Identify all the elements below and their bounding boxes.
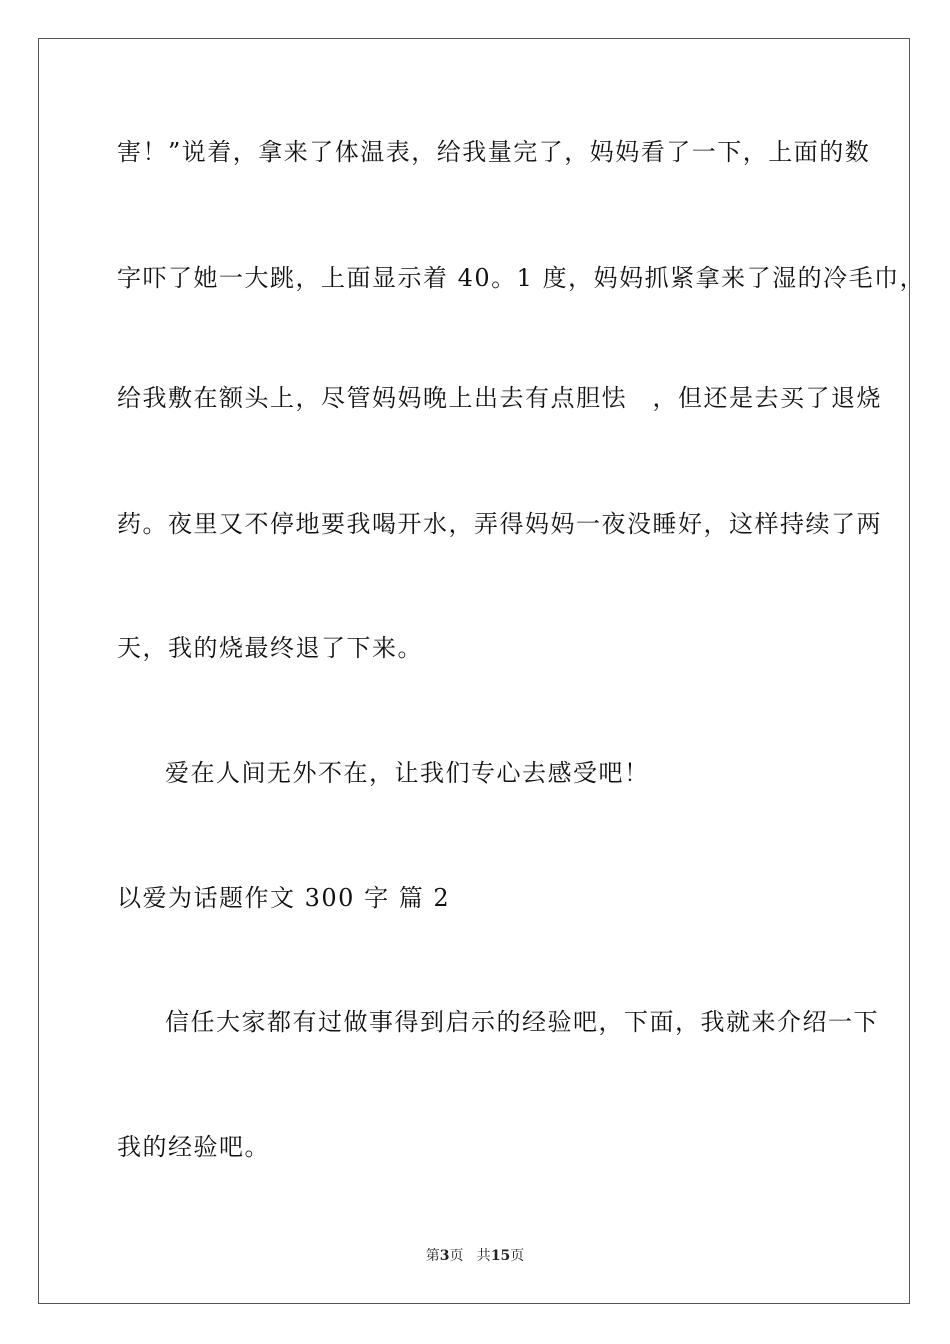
paragraph-line: 爱在人间无外不在，让我们专心去感受吧！: [165, 759, 650, 787]
paragraph-line: 信任大家都有过做事得到启示的经验吧，下面，我就来介绍一下: [165, 1008, 879, 1036]
section-heading: 以爱为话题作文 300 字 篇 2: [117, 884, 451, 912]
paragraph-line: 害！”说着，拿来了体温表，给我量完了，妈妈看了一下，上面的数: [117, 138, 871, 166]
paragraph-line: 字吓了她一大跳，上面显示着 40。1 度，妈妈抓紧拿来了湿的冷毛巾，: [117, 264, 926, 292]
footer-mid: 页 共: [449, 1248, 491, 1264]
page-border: [38, 38, 926, 1304]
paragraph-line: 给我敷在额头上，尽管妈妈晚上出去有点胆怯 ，但还是去买了退烧: [117, 384, 882, 412]
paragraph-line: 药。夜里又不停地要我喝开水，弄得妈妈一夜没睡好，这样持续了两: [117, 510, 882, 538]
footer-prefix: 第: [425, 1248, 440, 1264]
page-footer: [0, 1247, 950, 1265]
paragraph-line: 天，我的烧最终退了下来。: [117, 634, 423, 662]
total-page-count: 15: [490, 1248, 511, 1264]
current-page-number: 3: [439, 1248, 450, 1264]
footer-suffix: 页: [510, 1248, 525, 1264]
paragraph-line: 我的经验吧。: [117, 1133, 270, 1161]
